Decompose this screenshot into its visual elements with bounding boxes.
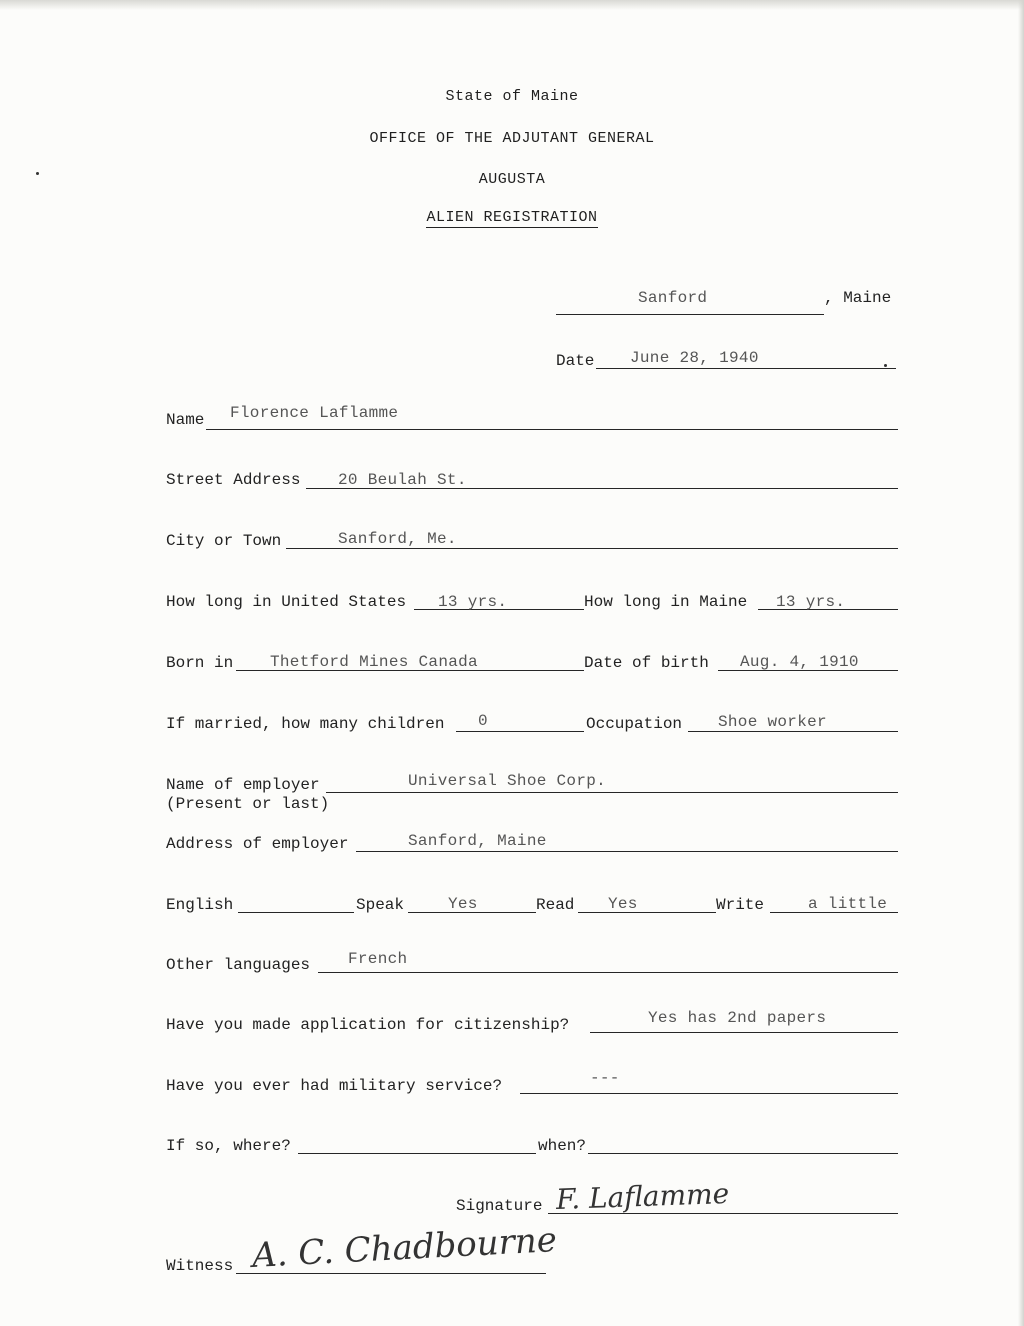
occupation-line xyxy=(688,731,898,732)
other-languages-value[interactable]: French xyxy=(348,950,408,968)
children-value[interactable]: 0 xyxy=(478,712,488,730)
date-value[interactable]: June 28, 1940 xyxy=(630,349,759,367)
street-label: Street Address xyxy=(166,471,301,489)
form-title: ALIEN REGISTRATION xyxy=(426,209,598,226)
children-line xyxy=(456,731,584,732)
city-value[interactable]: Sanford, Me. xyxy=(338,530,457,548)
employer-address-value[interactable]: Sanford, Maine xyxy=(408,832,547,850)
city-line xyxy=(286,548,898,549)
years-us-value[interactable]: 13 yrs. xyxy=(438,593,508,611)
where-line xyxy=(298,1153,536,1154)
citizenship-value[interactable]: Yes has 2nd papers xyxy=(648,1009,827,1027)
office-heading: OFFICE OF THE ADJUTANT GENERAL xyxy=(369,130,655,147)
write-label: Write xyxy=(716,896,765,914)
dob-value[interactable]: Aug. 4, 1910 xyxy=(740,653,859,671)
military-value[interactable]: --- xyxy=(590,1069,620,1087)
date-label: Date xyxy=(556,352,595,370)
employer-address-label: Address of employer xyxy=(166,835,349,853)
signature-label: Signature xyxy=(456,1197,543,1215)
citizenship-line xyxy=(590,1032,898,1033)
name-label: Name xyxy=(166,411,205,429)
city-label: City or Town xyxy=(166,532,282,550)
english-line xyxy=(238,912,354,913)
born-in-value[interactable]: Thetford Mines Canada xyxy=(270,653,478,671)
town-line xyxy=(556,314,824,315)
employer-label: Name of employer xyxy=(166,776,320,794)
witness-label: Witness xyxy=(166,1257,234,1275)
name-value[interactable]: Florence Laflamme xyxy=(230,404,399,422)
name-line xyxy=(206,429,898,430)
write-value[interactable]: a little xyxy=(808,895,888,913)
children-label: If married, how many children xyxy=(166,715,445,733)
occupation-value[interactable]: Shoe worker xyxy=(718,713,827,731)
english-label: English xyxy=(166,896,234,914)
occupation-label: Occupation xyxy=(586,715,683,733)
signature-value: F. Laflamme xyxy=(555,1176,730,1217)
years-maine-label: How long in Maine xyxy=(584,593,748,611)
city-heading: AUGUSTA xyxy=(478,171,546,188)
town-value[interactable]: Sanford xyxy=(638,289,708,307)
employer-value[interactable]: Universal Shoe Corp. xyxy=(408,772,607,790)
citizenship-label: Have you made application for citizenship? xyxy=(166,1016,570,1034)
street-value[interactable]: 20 Beulah St. xyxy=(338,471,467,489)
other-languages-label: Other languages xyxy=(166,956,311,974)
date-line xyxy=(596,368,896,369)
when-line xyxy=(588,1153,898,1154)
years-maine-value[interactable]: 13 yrs. xyxy=(776,593,846,611)
when-label: when? xyxy=(538,1137,587,1155)
scan-right-edge xyxy=(1018,0,1024,1326)
state-heading: State of Maine xyxy=(445,88,579,105)
speak-value[interactable]: Yes xyxy=(448,895,478,913)
born-in-label: Born in xyxy=(166,654,234,672)
dob-label: Date of birth xyxy=(584,654,709,672)
employer-line xyxy=(326,792,898,793)
employer-sublabel: (Present or last) xyxy=(166,795,330,813)
military-label: Have you ever had military service? xyxy=(166,1077,503,1095)
date-period xyxy=(884,364,887,367)
town-state-label: , Maine xyxy=(824,289,892,307)
read-label: Read xyxy=(536,896,575,914)
years-us-label: How long in United States xyxy=(166,593,407,611)
read-line xyxy=(578,912,716,913)
where-label: If so, where? xyxy=(166,1137,291,1155)
scan-top-edge xyxy=(0,0,1024,10)
other-languages-line xyxy=(318,972,898,973)
speak-label: Speak xyxy=(356,896,405,914)
employer-address-line xyxy=(356,851,898,852)
military-line xyxy=(520,1093,898,1094)
witness-signature: A. C. Chadbourne xyxy=(251,1220,558,1276)
read-value[interactable]: Yes xyxy=(608,895,638,913)
